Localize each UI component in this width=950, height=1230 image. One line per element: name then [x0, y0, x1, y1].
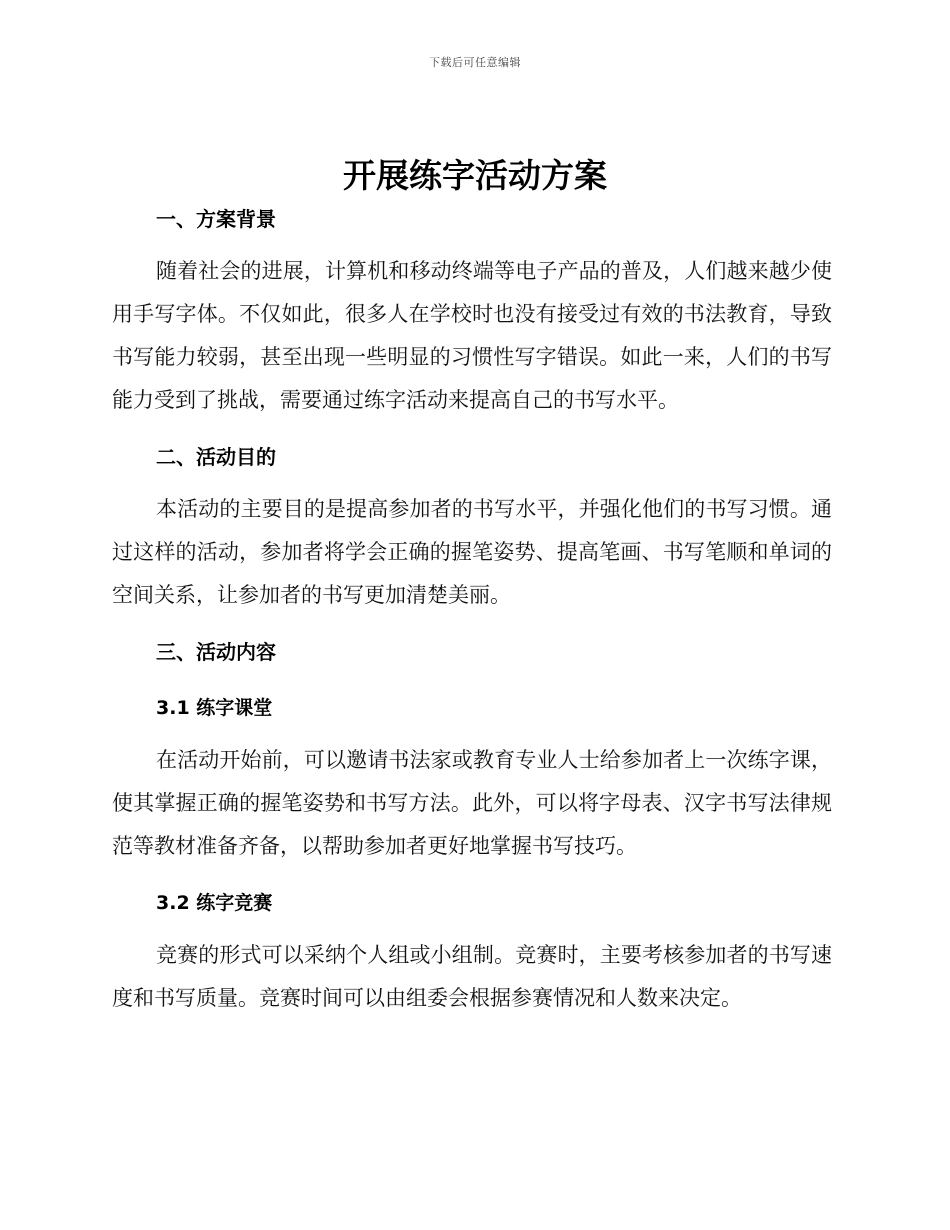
subsection-heading-class: 3.1 练字课堂 [156, 697, 273, 719]
section-heading-background: 一、方案背景 [156, 207, 276, 231]
section-heading-content: 三、活动内容 [156, 640, 276, 664]
section-paragraph-background: 随着社会的进展，计算机和移动终端等电子产品的普及，人们越来越少使用手写字体。不仅如此，很多人在学校时也没有接受过有效的书法教育，导致书写能力较弱，甚至出现一些明显的习惯性写字错误。如此一来，人们的书写能力受到了挑战，需要通过练字活动来提高自己的书写水平。 [112, 259, 832, 412]
section-heading-purpose: 二、活动目的 [156, 445, 276, 469]
document-body [112, 198, 832, 1020]
header-note: 下载后可任意编辑 [429, 56, 521, 69]
subsection-paragraph-class: 在活动开始前，可以邀请书法家或教育专业人士给参加者上一次练字课，使其掌握正确的握笔姿势和书写方法。此外，可以将字母表、汉字书写法律规范等教材准备齐备，以帮助参加者更好地掌握书写技巧。 [112, 748, 832, 858]
section-paragraph-purpose: 本活动的主要目的是提高参加者的书写水平，并强化他们的书写习惯。通过这样的活动，参加者将学会正确的握笔姿势、提高笔画、书写笔顺和单词的空间关系，让参加者的书写更加清楚美丽。 [112, 497, 832, 607]
subsection-heading-competition: 3.2 练字竞赛 [156, 892, 273, 914]
subsection-paragraph-competition: 竞赛的形式可以采纳个人组或小组制。竞赛时，主要考核参加者的书写速度和书写质量。竞赛时间可以由组委会根据参赛情况和人数来决定。 [112, 943, 832, 1010]
document-title: 开展练字活动方案 [343, 156, 607, 195]
